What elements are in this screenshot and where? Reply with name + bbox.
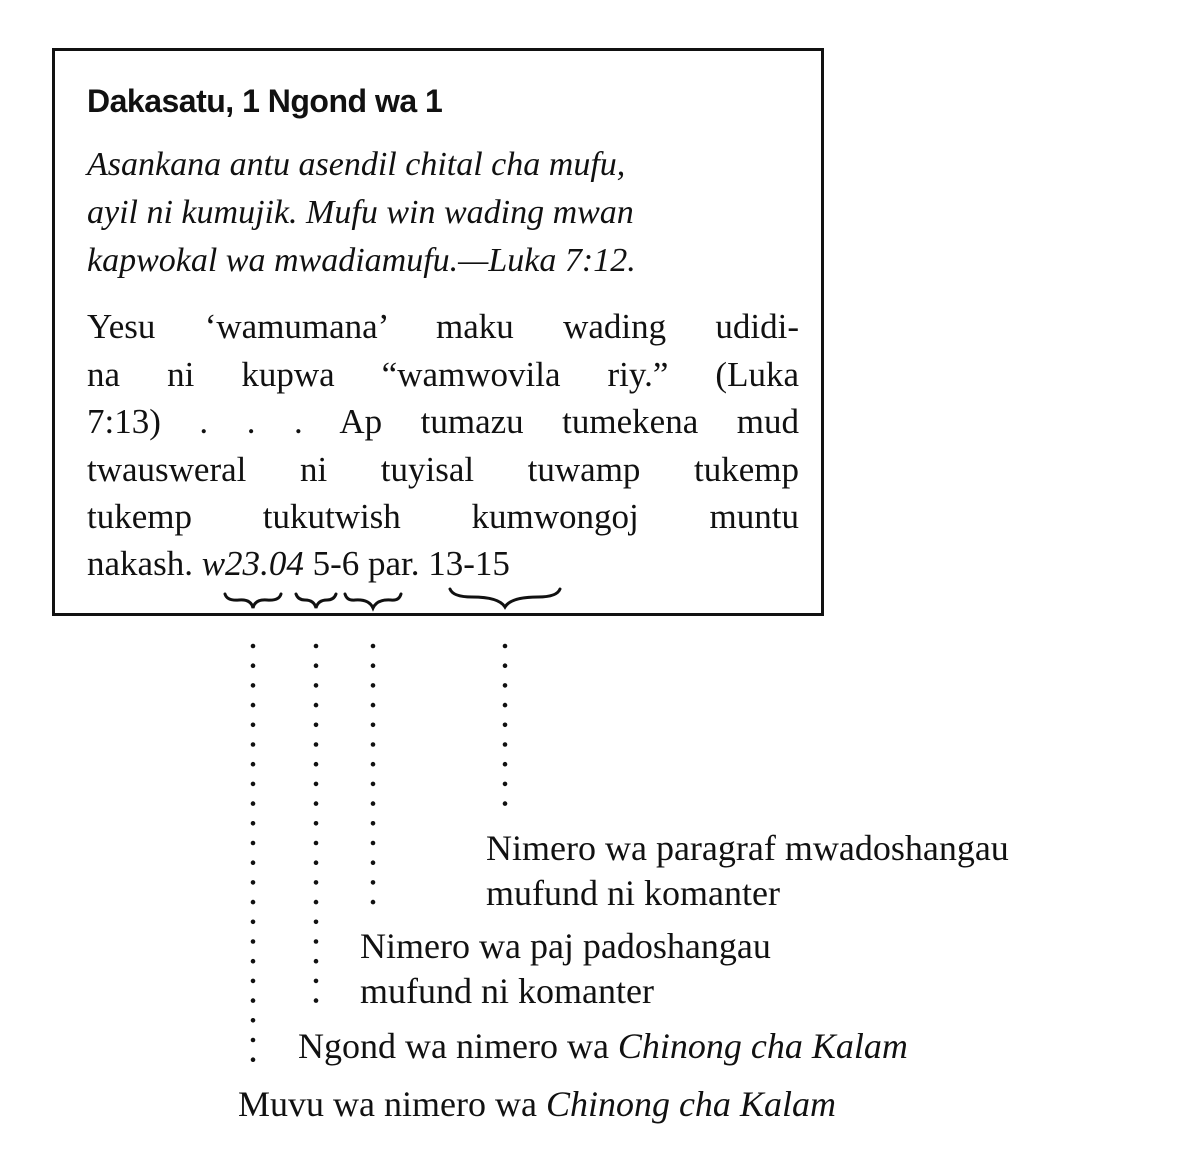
leader-dot — [314, 939, 319, 944]
dotted-leader-pages — [371, 644, 376, 905]
leader-dot — [371, 801, 376, 806]
leader-dot — [314, 920, 319, 925]
dotted-leader-issue — [314, 644, 319, 1003]
leader-dot — [251, 762, 256, 767]
label-line: Nimero wa paj padoshangau — [360, 926, 771, 966]
leader-dot — [251, 920, 256, 925]
leader-dot — [371, 723, 376, 728]
verse-line: ayil ni kumujik. Mufu win wading mwan — [87, 194, 634, 231]
leader-dot — [314, 742, 319, 747]
leader-dot — [314, 860, 319, 865]
leader-dot — [314, 723, 319, 728]
leader-dot — [251, 663, 256, 668]
reference-issue: .04 — [260, 544, 304, 583]
leader-dot — [371, 900, 376, 905]
brace-issue-icon — [296, 594, 336, 608]
label-line: mufund ni komanter — [360, 971, 654, 1011]
leader-dot — [251, 900, 256, 905]
label-line: mufund ni komanter — [486, 873, 780, 913]
comment-line: tukemp tukutwish kumwongoj muntu — [87, 497, 799, 536]
leader-dot — [503, 801, 508, 806]
label-issue-year: Muvu wa nimero wa Chinong cha Kalam — [238, 1084, 836, 1124]
leader-dot — [371, 742, 376, 747]
leader-dot — [371, 860, 376, 865]
leader-dot — [314, 821, 319, 826]
leader-dot — [503, 762, 508, 767]
leader-dot — [251, 683, 256, 688]
leader-dot — [503, 742, 508, 747]
leader-dot — [251, 801, 256, 806]
leader-dot — [314, 703, 319, 708]
comment-line: na ni kupwa “wamwovila riy.” (Luka — [87, 354, 799, 394]
leader-dot — [371, 762, 376, 767]
leader-dot — [251, 1018, 256, 1023]
label-paragraph-number — [486, 826, 1009, 916]
comment-line: Yesu ‘wamumana’ maku wading udidi- — [87, 307, 799, 346]
leader-dot — [251, 821, 256, 826]
leader-dot — [371, 644, 376, 649]
leader-dot — [314, 782, 319, 787]
brace-paragraphs-icon — [450, 589, 560, 607]
reference-pages: 5-6 — [312, 544, 360, 583]
leader-dot — [251, 979, 256, 984]
verse-line: Asankana antu asendil chital cha mufu, — [87, 146, 626, 183]
reference-prefix: nakash. — [87, 544, 193, 583]
leader-dot — [251, 880, 256, 885]
leader-dot — [371, 683, 376, 688]
leader-dot — [251, 998, 256, 1003]
leader-dot — [314, 880, 319, 885]
label-page-number — [360, 924, 771, 1014]
leader-dot — [503, 703, 508, 708]
leader-dot — [251, 742, 256, 747]
leader-dot — [251, 703, 256, 708]
leader-dot — [314, 801, 319, 806]
leader-dot — [251, 782, 256, 787]
leader-dot — [371, 821, 376, 826]
dotted-leader-year — [251, 644, 256, 1062]
leader-dot — [251, 959, 256, 964]
leader-dot — [314, 841, 319, 846]
label-issue-month: Ngond wa nimero wa Chinong cha Kalam — [298, 1026, 908, 1066]
daily-text-date-title: Dakasatu, 1 Ngond wa 1 — [87, 83, 443, 119]
brace-year-icon — [225, 594, 281, 608]
leader-dot — [314, 762, 319, 767]
reference-year: w23 — [201, 544, 261, 583]
leader-dot — [371, 663, 376, 668]
leader-dot — [314, 959, 319, 964]
leader-dot — [503, 723, 508, 728]
leader-dot — [371, 782, 376, 787]
reference-paragraphs: par. 13-15 — [367, 544, 510, 583]
leader-dot — [251, 1038, 256, 1043]
leader-dot — [371, 880, 376, 885]
leader-dot — [371, 841, 376, 846]
leader-dot — [251, 644, 256, 649]
leader-dot — [314, 979, 319, 984]
leader-dot — [503, 644, 508, 649]
label-line: Nimero wa paragraf mwadoshangau — [486, 828, 1009, 868]
leader-dot — [503, 683, 508, 688]
leader-dot — [371, 703, 376, 708]
verse-line: kapwokal wa mwadiamufu.—Luka 7:12. — [87, 242, 636, 279]
leader-dot — [251, 939, 256, 944]
leader-dot — [314, 998, 319, 1003]
leader-dot — [314, 683, 319, 688]
leader-dot — [503, 782, 508, 787]
brace-pages-icon — [345, 594, 401, 608]
leader-dot — [251, 723, 256, 728]
dotted-leader-paragraphs — [503, 644, 508, 806]
comment-line: twausweral ni tuyisal tuwamp tukemp — [87, 449, 799, 489]
leader-dot — [314, 663, 319, 668]
leader-dot — [314, 644, 319, 649]
leader-dot — [251, 1057, 256, 1062]
leader-dot — [503, 663, 508, 668]
leader-dot — [314, 900, 319, 905]
leader-dot — [251, 841, 256, 846]
comment-line: 7:13) . . . Ap tumazu tumekena mud — [87, 402, 799, 441]
leader-dot — [251, 860, 256, 865]
